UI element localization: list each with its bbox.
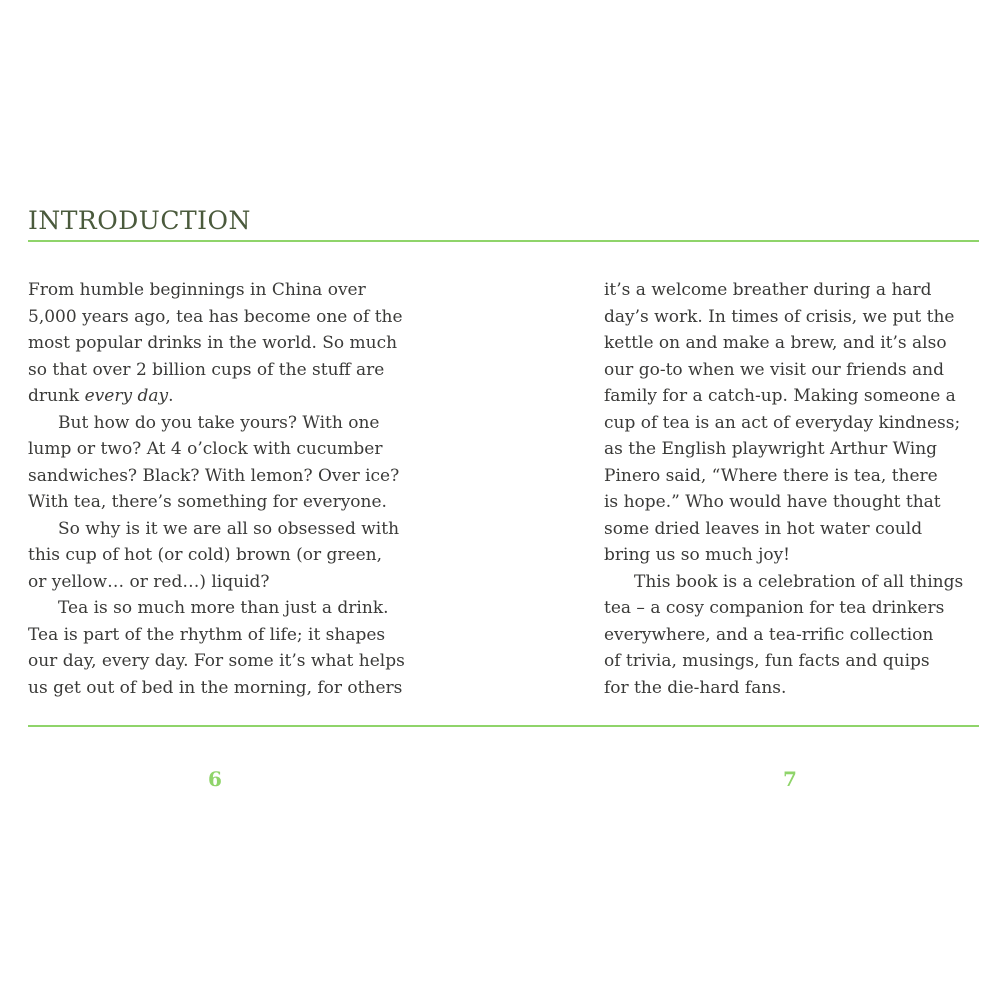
paragraph-line: With tea, there’s something for everyone.	[28, 492, 387, 512]
paragraph-line: kettle on and make a brew, and it’s also	[604, 333, 947, 353]
paragraph-line: Tea is part of the rhythm of life; it shapes	[28, 624, 386, 645]
top-divider	[28, 240, 979, 242]
paragraph-line: This book is a celebration of all things	[634, 571, 964, 592]
paragraph-line: us get out of bed in the morning, for others	[28, 677, 403, 698]
page-number-left: 6	[208, 767, 222, 791]
page-number-right: 7	[783, 767, 797, 791]
paragraph-line: sandwiches? Black? With lemon? Over ice?	[28, 465, 400, 486]
paragraph-line: or yellow… or red…) liquid?	[28, 571, 270, 592]
page-title: INTRODUCTION	[28, 206, 251, 235]
bottom-divider	[28, 725, 979, 727]
paragraph-line: Pinero said, “Where there is tea, there	[604, 465, 938, 486]
paragraph-line: lump or two? At 4 o’clock with cucumber	[28, 439, 383, 459]
text-run: drunk	[28, 386, 85, 406]
text-run: .	[168, 386, 174, 406]
paragraph-line: But how do you take yours? With one	[58, 412, 380, 433]
paragraph-line: some dried leaves in hot water could	[604, 518, 923, 539]
right-page-text	[604, 277, 1000, 701]
paragraph-line: is hope.” Who would have thought that	[604, 492, 941, 512]
paragraph-line: most popular drinks in the world. So much	[28, 333, 398, 353]
left-page-text	[28, 277, 428, 701]
paragraph-line: of trivia, musings, fun facts and quips	[604, 651, 930, 671]
paragraph-line: 5,000 years ago, tea has become one of the	[28, 306, 403, 327]
paragraph-line: our day, every day. For some it’s what helps	[28, 651, 405, 671]
emphasis-text: every day	[84, 386, 169, 406]
paragraph-line: everywhere, and a tea-rrific collection	[604, 624, 934, 645]
paragraph-line: this cup of hot (or cold) brown (or green,	[28, 545, 382, 565]
paragraph-line: for the die-hard fans.	[604, 677, 787, 698]
paragraph-line: so that over 2 billion cups of the stuff are	[28, 359, 385, 380]
paragraph-line: family for a catch-up. Making someone a	[604, 386, 956, 406]
paragraph-line: cup of tea is an act of everyday kindness;	[604, 412, 961, 433]
paragraph-line: it’s a welcome breather during a hard	[604, 280, 932, 300]
paragraph-line: our go-to when we visit our friends and	[604, 359, 944, 380]
paragraph-line: bring us so much joy!	[604, 545, 791, 565]
paragraph-line: tea – a cosy companion for tea drinkers	[604, 598, 945, 618]
paragraph-line: Tea is so much more than just a drink.	[58, 598, 389, 618]
paragraph-line: as the English playwright Arthur Wing	[604, 439, 938, 459]
paragraph-line: So why is it we are all so obsessed with	[58, 518, 400, 539]
paragraph-line: day’s work. In times of crisis, we put the	[604, 306, 955, 327]
paragraph-line: From humble beginnings in China over	[28, 280, 366, 300]
paragraph-line	[28, 383, 428, 410]
